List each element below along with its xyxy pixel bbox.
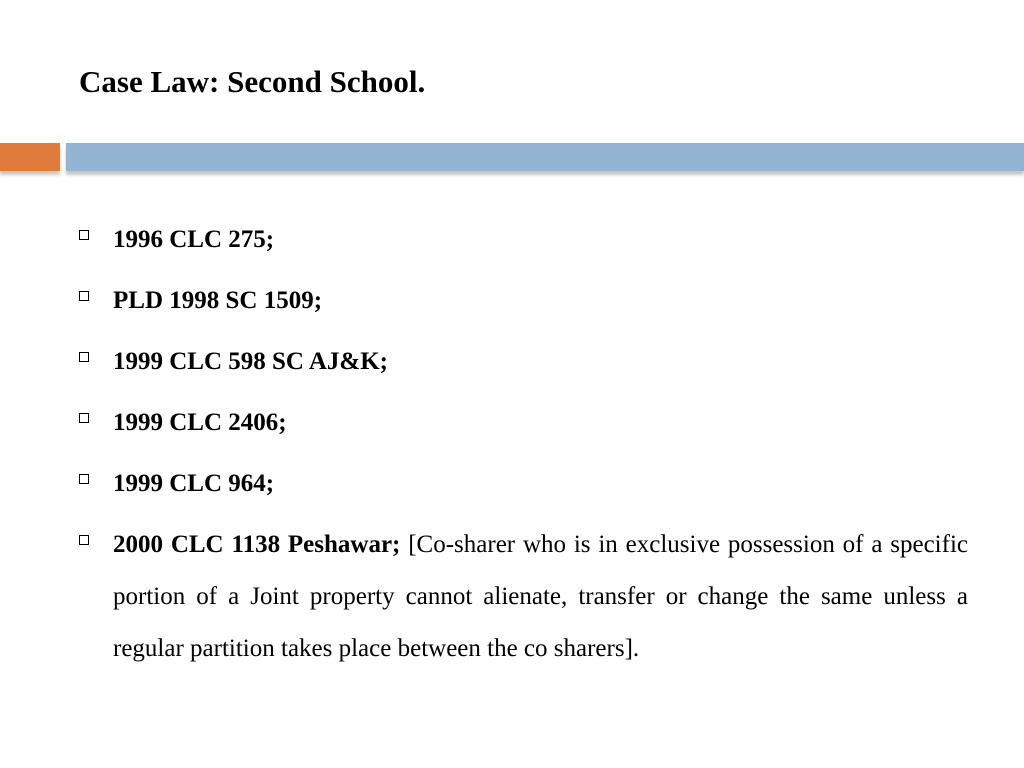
citation: 1999 CLC 2406; bbox=[113, 409, 287, 436]
bullet-text bbox=[113, 336, 968, 388]
hollow-square-icon bbox=[79, 352, 89, 362]
citation: 2000 CLC 1138 Peshawar; bbox=[113, 531, 401, 558]
citation: 1999 CLC 964; bbox=[113, 470, 275, 497]
citation: PLD 1998 SC 1509; bbox=[113, 287, 323, 314]
hollow-square-icon bbox=[79, 474, 89, 484]
hollow-square-icon bbox=[79, 535, 89, 545]
citation: 1999 CLC 598 SC AJ&K; bbox=[113, 348, 389, 375]
hollow-square-icon bbox=[79, 291, 89, 301]
citation-note: [Co-sharer who is in exclusive possession of a specific portion of a Joint property cannot alienate, transfer or change the same unless a regular partition takes place between the co sharers]. bbox=[113, 531, 968, 662]
bullet-text bbox=[113, 397, 968, 449]
bullet-text bbox=[113, 458, 968, 510]
bullet-text bbox=[113, 214, 968, 266]
citation: 1996 CLC 275; bbox=[113, 226, 275, 253]
slide-title: Case Law: Second School. bbox=[79, 64, 426, 99]
title-accent-bar-orange bbox=[0, 143, 60, 171]
title-accent-bar-blue bbox=[66, 143, 1024, 171]
bullet-text bbox=[113, 519, 968, 675]
hollow-square-icon bbox=[79, 413, 89, 423]
bullet-text bbox=[113, 275, 968, 327]
hollow-square-icon bbox=[79, 230, 89, 240]
